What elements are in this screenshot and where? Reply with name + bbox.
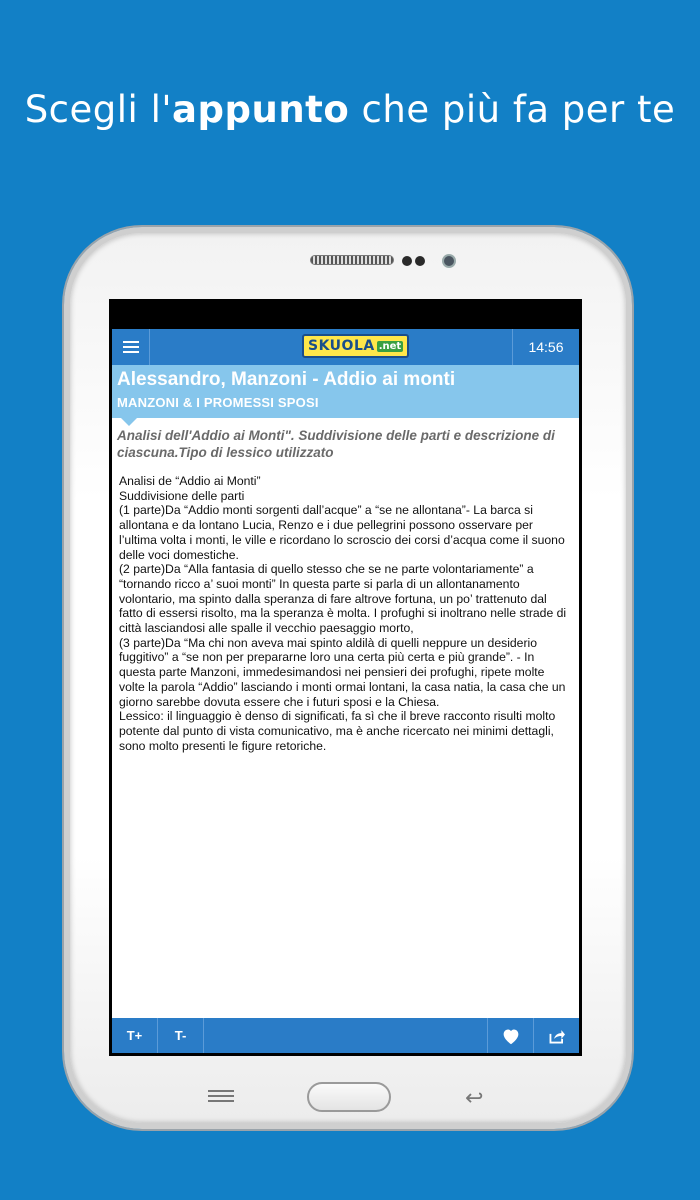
clock: 14:56	[512, 329, 579, 365]
article-title: Alessandro, Manzoni - Addio ai monti	[117, 369, 456, 390]
headline-text-after: che più fa per te	[349, 88, 676, 131]
tablet-screen	[109, 299, 582, 1056]
status-bar	[109, 299, 582, 328]
body-paragraph: Lessico: il linguaggio è denso di significati, fa sì che il breve racconto risulti molto potente dal punto di vista comunicativo, ma è anche ricercato nei minimi dettagli, sono molto presenti le figure retoriche.	[119, 709, 556, 753]
app-bar	[112, 329, 579, 365]
article-header	[112, 365, 579, 418]
sensor-dot	[402, 256, 412, 266]
menu-button[interactable]	[112, 329, 150, 365]
body-paragraph: (2 parte)Da “Alla fantasia di quello stesso che se ne parte volontariamente” a “tornando ricco a’ suoi monti” In questa parte si parla di un allontanamento volontario, ma spinto dalla speranza di fare altrove fortuna, un po’ trattenuto dal fatto di essersi risolto, ma la speranza è molta. I profughi si inoltrano nelle strade di città lasciandosi alle spalle il vecchio paesaggio morto,	[119, 562, 567, 636]
bottom-toolbar	[112, 1018, 579, 1053]
article-category[interactable]: MANZONI & I PROMESSI SPOSI	[117, 395, 319, 410]
headline-text-bold: appunto	[172, 88, 350, 131]
hamburger-icon	[123, 338, 139, 356]
headline-text-before: Scegli l'	[24, 88, 173, 131]
share-button[interactable]	[533, 1018, 579, 1053]
front-camera	[442, 254, 456, 268]
body-paragraph: (1 parte)Da “Addio monti sorgenti dall’acque” a “se ne allontana”- La barca si allontana e da lontano Lucia, Renzo e i due pellegrini possono osservare per l’ultima volta i monti, le ville e ricordano lo scroscio dei corsi d’acqua come il suono delle voci domestiche.	[119, 503, 565, 562]
increase-text-button[interactable]: T+	[112, 1018, 158, 1053]
decrease-text-button[interactable]: T-	[158, 1018, 204, 1053]
body-paragraph: Suddivisione delle parti	[119, 488, 245, 503]
app-logo	[302, 334, 409, 358]
speaker-grille	[310, 255, 394, 265]
favorite-button[interactable]	[487, 1018, 533, 1053]
sensor-dot	[415, 256, 425, 266]
promo-headline	[0, 88, 700, 131]
article-summary: Analisi dell'Addio ai Monti". Suddivisione delle parti e descrizione di ciascuna.Tipo di lessico utilizzato	[117, 428, 555, 460]
hardware-back-icon[interactable]: ↩	[465, 1086, 484, 1111]
article-body	[119, 474, 573, 753]
body-paragraph: (3 parte)Da “Ma chi non aveva mai spinto aldilà di quelli neppure un desiderio fuggitivo” a “se non per prepararne loro una certa più certa e più grande”. - In questa parte Manzoni, immedesimandosi nei pensieri dei profughi, ripete molte volte la parola “Addio” lasciando i monti ormai lontani, la casa natia, la casa che un giorno sarebbe dovuta essere che i futuri sposi e la Chiesa.	[119, 635, 566, 709]
body-paragraph: Analisi de “Addio ai Monti”	[119, 474, 261, 488]
hardware-menu-icon[interactable]	[208, 1090, 234, 1104]
heart-icon	[501, 1027, 521, 1045]
article-content[interactable]	[112, 365, 579, 1018]
hardware-home-button[interactable]	[307, 1082, 391, 1112]
logo-text: SKUOLA	[308, 338, 375, 354]
logo-suffix: .net	[378, 340, 402, 352]
share-icon	[548, 1028, 566, 1044]
